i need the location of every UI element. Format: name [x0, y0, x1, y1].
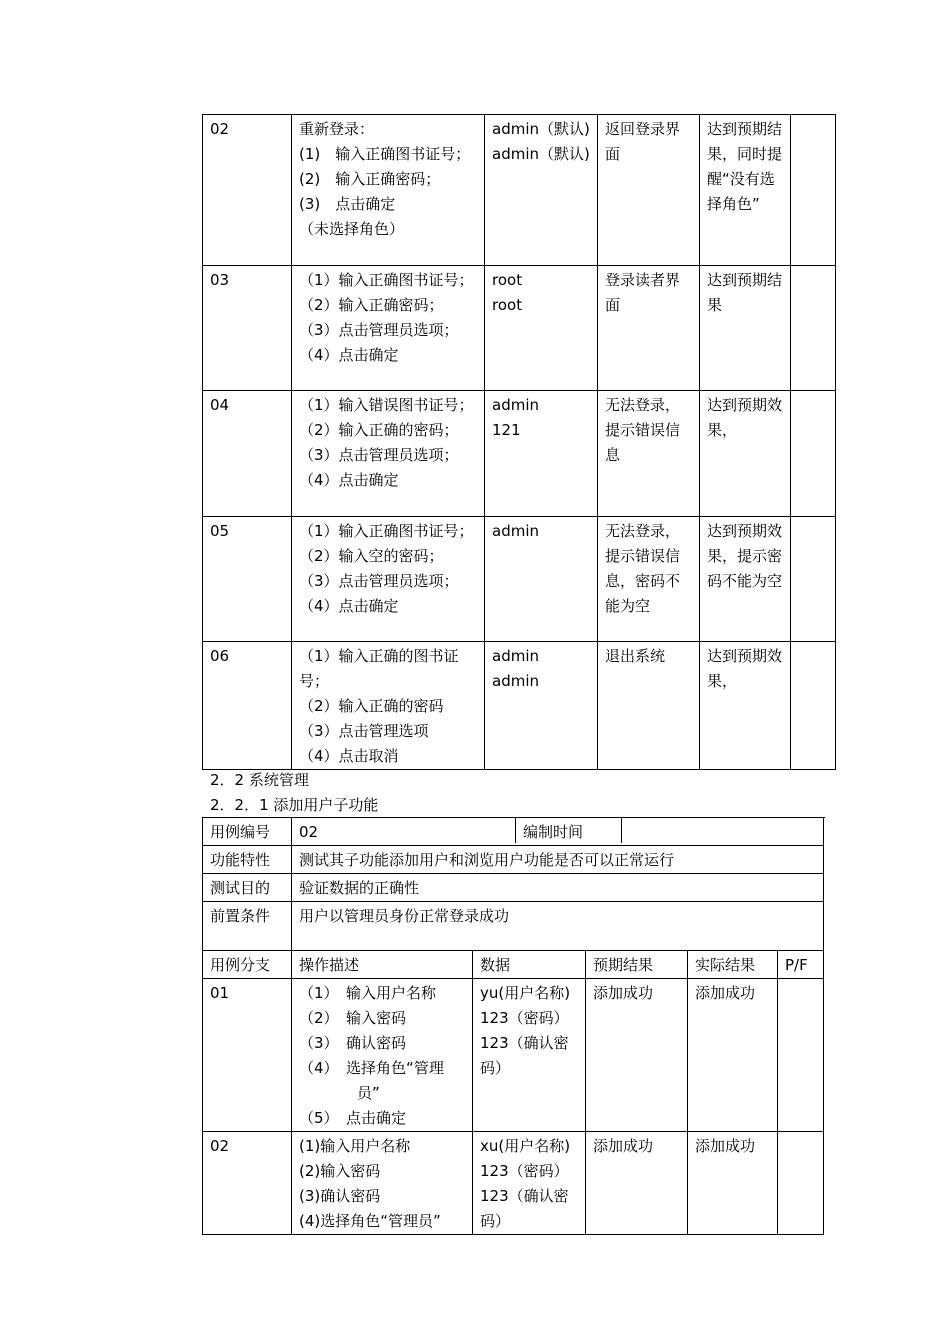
data-cell: admin [485, 517, 598, 642]
table-row [203, 1132, 824, 1235]
column-header-row [203, 951, 824, 979]
feature-value: 测试其子功能添加用户和浏览用户功能是否可以正常运行 [292, 846, 824, 874]
pf-cell [778, 1132, 824, 1235]
actual-cell: 达到预期效果，提示密码不能为空 [700, 517, 791, 642]
steps-cell: 重新登录： (1) 输入正确图书证号； (2) 输入正确密码； (3) 点击确定 （未选择角色） [292, 115, 485, 266]
feature-label: 功能特性 [203, 846, 292, 874]
case-id-cell: 01 [203, 979, 292, 1132]
steps-cell: (1)输入用户名称 (2)输入密码 (3)确认密码 (4)选择角色“管理员” [292, 1132, 473, 1235]
table-row [203, 115, 836, 266]
pf-cell [791, 391, 836, 517]
feature-row [203, 846, 824, 874]
expected-cell: 无法登录，提示错误信息，密码不能为空 [598, 517, 700, 642]
pf-cell [791, 266, 836, 391]
data-cell: xu(用户名称) 123（密码） 123（确认密码） [473, 1132, 586, 1235]
header-actual: 实际结果 [688, 951, 778, 979]
expected-cell: 添加成功 [586, 1132, 688, 1235]
case-id-cell: 02 [203, 115, 292, 266]
case-id-cell: 03 [203, 266, 292, 391]
actual-cell: 达到预期结果 [700, 266, 791, 391]
time-label: 编制时间 [516, 818, 622, 843]
actual-cell: 达到预期效果， [700, 642, 791, 770]
data-cell: admin admin [485, 642, 598, 770]
actual-cell: 添加成功 [688, 1132, 778, 1235]
case-id-group [292, 818, 824, 846]
case-id-value: 02 [292, 818, 516, 843]
pf-cell [791, 517, 836, 642]
precondition-value: 用户以管理员身份正常登录成功 [292, 902, 824, 951]
case-id-row [203, 818, 824, 846]
table-row [203, 266, 836, 391]
precondition-row [203, 902, 824, 951]
add-user-test-table [202, 817, 824, 1235]
expected-cell: 登录读者界面 [598, 266, 700, 391]
precondition-label: 前置条件 [203, 902, 292, 951]
login-test-table [202, 114, 836, 770]
time-value [622, 818, 823, 843]
expected-cell: 添加成功 [586, 979, 688, 1132]
header-branch: 用例分支 [203, 951, 292, 979]
actual-cell: 添加成功 [688, 979, 778, 1132]
header-data: 数据 [473, 951, 586, 979]
case-id-cell: 02 [203, 1132, 292, 1235]
steps-cell: （1）输入正确图书证号； （2）输入正确密码； （3）点击管理员选项； （4）点击确定 [292, 266, 485, 391]
expected-cell: 返回登录界面 [598, 115, 700, 266]
steps-cell: （1） 输入用户名称 （2） 输入密码 （3） 确认密码 （4） 选择角色“管理员” （5） 点击确定 [292, 979, 473, 1132]
purpose-row [203, 874, 824, 902]
actual-cell: 达到预期效果， [700, 391, 791, 517]
table-row [203, 979, 824, 1132]
purpose-label: 测试目的 [203, 874, 292, 902]
table-row [203, 517, 836, 642]
header-steps: 操作描述 [292, 951, 473, 979]
purpose-value: 验证数据的正确性 [292, 874, 824, 902]
data-cell: admin（默认) admin（默认) [485, 115, 598, 266]
steps-cell: （1）输入正确图书证号； （2）输入空的密码； （3）点击管理员选项； （4）点击确定 [292, 517, 485, 642]
pf-cell [791, 115, 836, 266]
header-expected: 预期结果 [586, 951, 688, 979]
steps-cell: （1）输入错误图书证号； （2）输入正确的密码； （3）点击管理员选项； （4）点击确定 [292, 391, 485, 517]
steps-cell: （1）输入正确的图书证号； （2）输入正确的密码 （3）点击管理选项 （4）点击取消 [292, 642, 485, 770]
table-row [203, 391, 836, 517]
pf-cell [791, 642, 836, 770]
data-cell: root root [485, 266, 598, 391]
case-id-cell: 06 [203, 642, 292, 770]
section-heading: 2．2 系统管理 [210, 771, 309, 789]
pf-cell [778, 979, 824, 1132]
expected-cell: 无法登录，提示错误信息 [598, 391, 700, 517]
expected-cell: 退出系统 [598, 642, 700, 770]
case-id-cell: 05 [203, 517, 292, 642]
case-id-cell: 04 [203, 391, 292, 517]
data-cell: admin 121 [485, 391, 598, 517]
table-row [203, 642, 836, 770]
header-pf: P/F [778, 951, 824, 979]
case-id-label: 用例编号 [203, 818, 292, 846]
subsection-heading: 2．2．1 添加用户子功能 [210, 796, 379, 814]
data-cell: yu(用户名称) 123（密码） 123（确认密码） [473, 979, 586, 1132]
actual-cell: 达到预期结果，同时提醒“没有选择角色” [700, 115, 791, 266]
